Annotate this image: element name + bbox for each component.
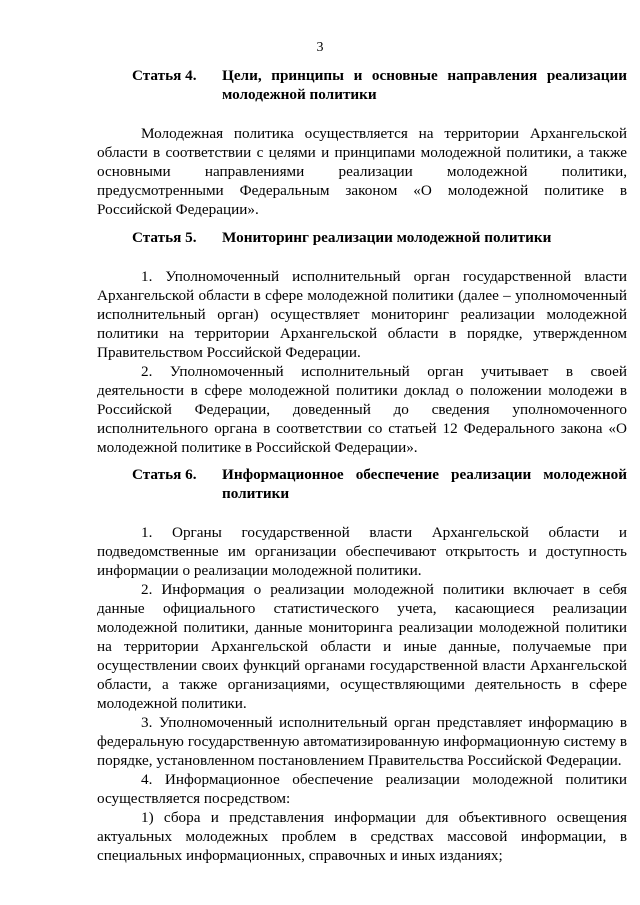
article-4-heading — [97, 66, 627, 104]
article-5-title: Мониторинг реализации молодежной политики — [222, 229, 552, 246]
page-number: 3 — [316, 40, 324, 55]
article-6-title: Информационное обеспечение реализации молодежной политики — [222, 466, 627, 502]
article-5-heading — [97, 228, 627, 247]
article-6-label: Статья 6. — [132, 466, 197, 483]
article-6-paragraph-2: 2. Информация о реализации молодежной политики включает в себя данные официального статистического учета, касающиеся реализации молодежной политики, данные мониторинга реализации молодежной политики на территории Архангельской области и иные данные, получаемые при осуществлении своих функций органами государственной власти Архангельской области, а также организациями, осуществляющими деятельность в сфере молодежной политики. — [97, 581, 627, 712]
article-6-paragraph-4: 4. Информационное обеспечение реализации молодежной политики осуществляется посредством: — [97, 771, 627, 807]
article-6-paragraph-1: 1. Органы государственной власти Архангельской области и подведомственные им организации обеспечивают открытость и доступность информации о реализации молодежной политики. — [97, 524, 627, 579]
article-6-heading — [97, 465, 627, 503]
article-5-paragraph-1: 1. Уполномоченный исполнительный орган государственной власти Архангельской области в сфере молодежной политики (далее – уполномоченный исполнительный орган) осуществляет мониторинг реализации молодежной политики на территории Архангельской области в порядке, утвержденном Правительством Российской Федерации. — [97, 268, 627, 361]
article-6-paragraph-3: 3. Уполномоченный исполнительный орган представляет информацию в федеральную государственную автоматизированную информационную систему в порядке, установленном постановлением Правительства Российской Федерации. — [97, 714, 627, 769]
article-4-body — [97, 124, 627, 219]
article-5-label: Статья 5. — [132, 229, 197, 246]
article-4-paragraph-1: Молодежная политика осуществляется на территории Архангельской области в соответствии с целями и принципами молодежной политики, а также основными направлениями реализации молодежной политики, предусмотренными Федеральным законом «О молодежной политике в Российской Федерации». — [97, 125, 627, 218]
article-6-paragraph-5: 1) сбора и представления информации для объективного освещения актуальных молодежных проблем в средствах массовой информации, в специальных информационных, справочных и иных изданиях; — [97, 809, 627, 864]
article-5-paragraph-2: 2. Уполномоченный исполнительный орган учитывает в своей деятельности в сфере молодежной политики доклад о положении молодежи в Российской Федерации, доведенный до сведения уполномоченного исполнительного органа в соответствии со статьей 12 Федерального закона «О молодежной политике в Российской Федерации». — [97, 363, 627, 456]
article-6-body — [97, 523, 627, 865]
article-4-title: Цели, принципы и основные направления реализации молодежной политики — [222, 67, 627, 103]
article-4 — [97, 66, 627, 219]
article-5-body — [97, 267, 627, 457]
article-4-label: Статья 4. — [132, 67, 197, 84]
article-6 — [97, 465, 627, 865]
article-5 — [97, 228, 627, 457]
